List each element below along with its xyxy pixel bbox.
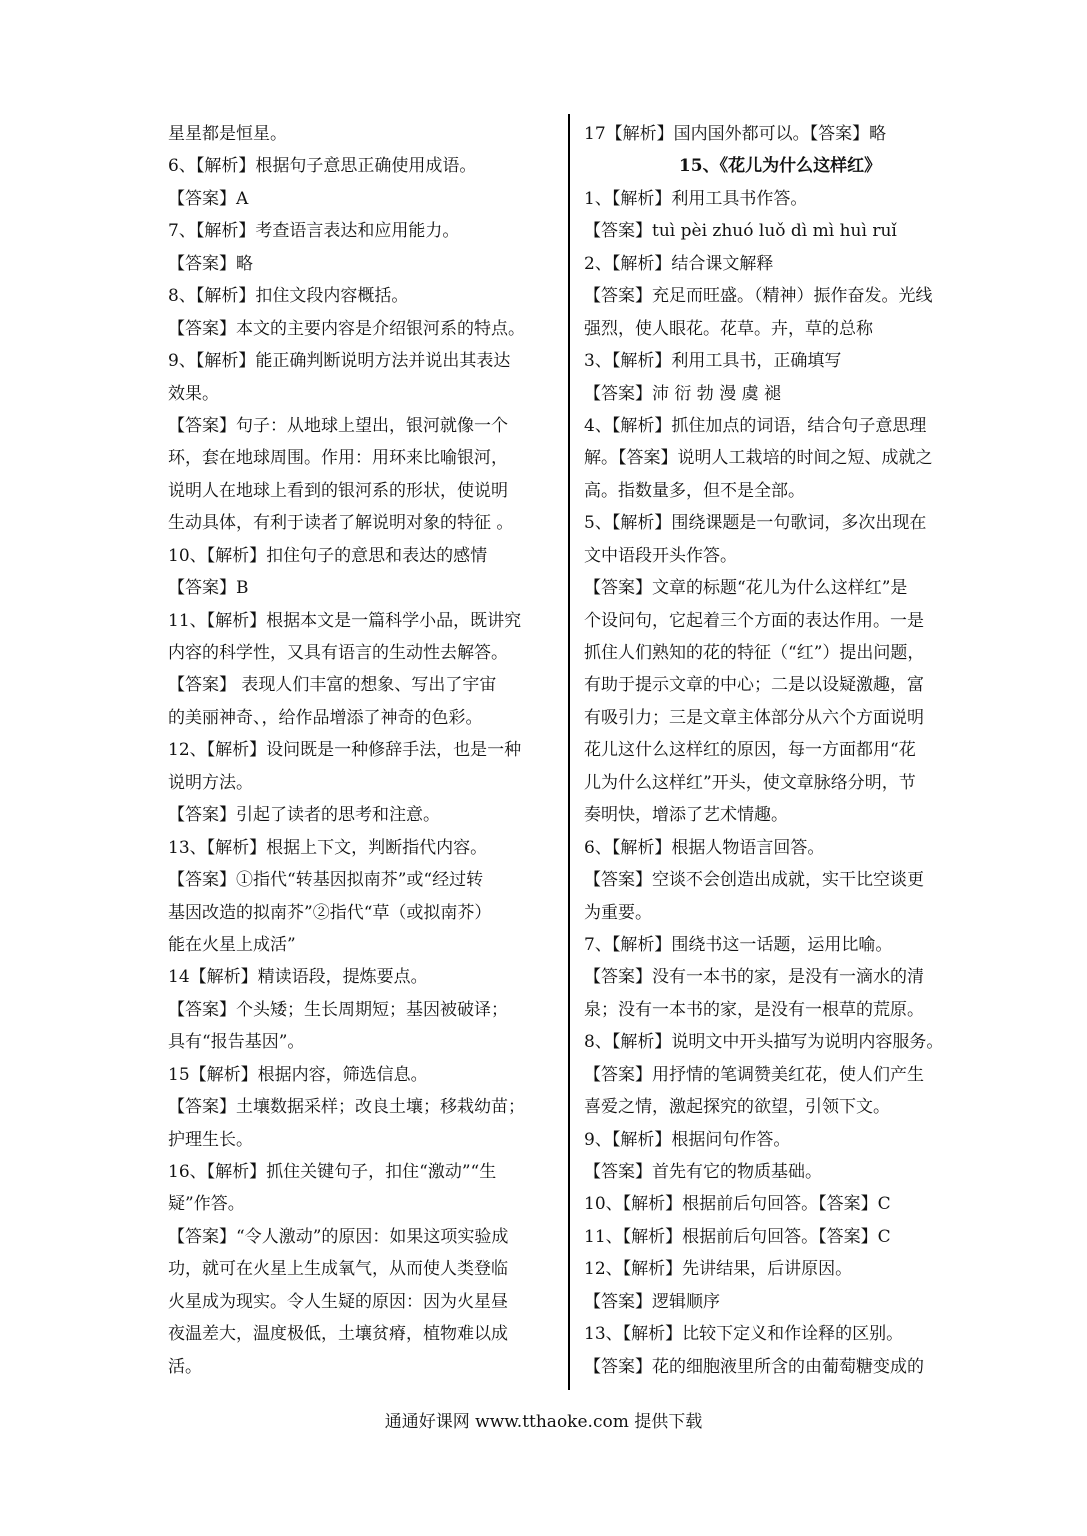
left-text-line: 【答案】 表现人们丰富的想象、写出了宇宙 [168, 675, 497, 696]
left-text-line: 的美丽神奇、，给作品增添了神奇的色彩。 [168, 707, 483, 728]
left-text-line: 14【解析】精读语段，提炼要点。 [168, 967, 428, 988]
left-text-line: 星星都是恒星。 [168, 124, 287, 144]
left-text-line: 环，套在地球周围。作用：用环来比喻银河， [168, 448, 508, 469]
right-text-line: 解。【答案】说明人工栽培的时间之短、成就之 [584, 448, 933, 469]
right-text-line: 【答案】没有一本书的家，是没有一滴水的清 [584, 967, 924, 988]
column-divider [568, 114, 570, 1390]
right-text-line: 3、【解析】利用工具书，正确填写 [584, 351, 842, 372]
left-text-line: 说明人在地球上看到的银河系的形状，使说明 [168, 480, 508, 501]
right-text-line: 儿为什么这样红”开头，使文章脉络分明，节 [584, 772, 916, 793]
right-text-line: 有助于提示文章的中心；二是以设疑激趣，富 [584, 675, 924, 696]
left-text-line: 【答案】B [168, 578, 249, 599]
left-text-line: 【答案】①指代“转基因拟南芥”或“经过转 [168, 870, 484, 891]
right-text-line: 7、【解析】围绕书这一话题，运用比喻。 [584, 934, 893, 955]
right-text-line: 12、【解析】先讲结果，后讲原因。 [584, 1259, 853, 1280]
right-text-line: 1、【解析】利用工具书作答。 [584, 188, 808, 209]
left-text-line: 【答案】A [168, 188, 249, 209]
right-text-line: 【答案】充足而旺盛。（精神）振作奋发。光线 [584, 286, 933, 307]
right-text-line: 17【解析】国内国外都可以。【答案】略 [584, 124, 887, 144]
left-text-line: 疑”作答。 [168, 1194, 245, 1215]
right-text-line: 有吸引力；三是文章主体部分从六个方面说明 [584, 707, 924, 728]
right-text-line: 【答案】沛 衍 勃 漫 虞 褪 [584, 383, 782, 404]
left-text-line: 【答案】本文的主要内容是介绍银河系的特点。 [168, 318, 525, 339]
left-text-line: 活。 [168, 1356, 202, 1377]
right-column [584, 118, 976, 1383]
left-text-line: 【答案】个头矮；生长周期短；基因被破译； [168, 999, 508, 1020]
right-text-line: 个设问句，它起着三个方面的表达作用。一是 [584, 610, 924, 631]
right-text-line: 【答案】首先有它的物质基础。 [584, 1162, 822, 1182]
right-text-line: 13、【解析】比较下定义和作诠释的区别。 [584, 1324, 904, 1345]
left-text-line: 9、【解析】能正确判断说明方法并说出其表达 [168, 351, 511, 372]
left-text-line: 具有“报告基因”。 [168, 1032, 305, 1053]
left-text-line: 【答案】句子：从地球上望出，银河就像一个 [168, 415, 508, 436]
left-text-line: 12、【解析】设问既是一种修辞手法，也是一种 [168, 740, 522, 761]
right-text-line: 11、【解析】根据前后句回答。【答案】C [584, 1226, 891, 1247]
left-text-line: 护理生长。 [168, 1129, 253, 1150]
right-text-line: 【答案】花的细胞液里所含的由葡萄糖变成的 [584, 1356, 924, 1377]
left-text-line: 10、【解析】扣住句子的意思和表达的感情 [168, 545, 488, 566]
page-footer: 通通好课网 www.tthaoke.com 提供下载 [384, 1412, 703, 1432]
right-text-line: 喜爱之情，激起探究的欲望，引领下文。 [584, 1097, 890, 1118]
left-text-line: 16、【解析】抓住关键句子，扣住“激动”“生 [168, 1162, 497, 1182]
left-text-line: 13、【解析】根据上下文，判断指代内容。 [168, 837, 488, 858]
left-text-line: 效果。 [168, 383, 219, 404]
left-text-line: 夜温差大，温度极低，土壤贫瘠，植物难以成 [168, 1324, 508, 1345]
right-text-line: 【答案】用抒情的笔调赞美红花，使人们产生 [584, 1064, 924, 1085]
left-text-line: 内容的科学性，又具有语言的生动性去解答。 [168, 643, 508, 663]
right-text-line: 2、【解析】结合课文解释 [584, 253, 774, 274]
right-text-line: 泉；没有一本书的家，是没有一根草的荒原。 [584, 999, 924, 1020]
right-text-line: 奏明快，增添了艺术情趣。 [584, 805, 788, 826]
right-text-line: 高。指数量多，但不是全部。 [584, 480, 805, 501]
left-column [168, 118, 554, 1383]
left-text-line: 火星成为现实。令人生疑的原因：因为火星昼 [168, 1291, 508, 1312]
right-text-line: 花儿这什么这样红的原因，每一方面都用“花 [584, 740, 916, 761]
left-text-line: 【答案】引起了读者的思考和注意。 [168, 805, 440, 826]
left-text-line: 6、【解析】根据句子意思正确使用成语。 [168, 156, 477, 177]
right-text-line: 抓住人们熟知的花的特征（“红”）提出问题， [584, 643, 925, 663]
left-text-line: 基因改造的拟南芥”②指代“草（或拟南芥） [168, 902, 492, 923]
right-text-line: 【答案】文章的标题“花儿为什么这样红”是 [584, 578, 908, 599]
right-text-line: 【答案】tuì pèi zhuó luǒ dì mì huì ruǐ [584, 221, 897, 242]
right-text-line: 6、【解析】根据人物语言回答。 [584, 837, 825, 858]
right-text-line: 强烈，使人眼花。花草。卉，草的总称 [584, 318, 873, 339]
left-text-line: 能在火星上成活” [168, 934, 296, 955]
right-text-line: 5、【解析】围绕课题是一句歌词，多次出现在 [584, 513, 927, 534]
right-text-line: 【答案】逻辑顺序 [584, 1291, 720, 1312]
right-text-line: 4、【解析】抓住加点的词语，结合句子意思理 [584, 415, 927, 436]
left-text-line: 7、【解析】考查语言表达和应用能力。 [168, 221, 460, 242]
left-text-line: 【答案】“令人激动”的原因：如果这项实验成 [168, 1226, 509, 1247]
left-text-line: 8、【解析】扣住文段内容概括。 [168, 286, 409, 307]
left-text-line: 11、【解析】根据本文是一篇科学小品，既讲究 [168, 610, 522, 631]
right-text-line: 【答案】空谈不会创造出成就，实干比空谈更 [584, 870, 924, 891]
left-text-line: 【答案】土壤数据采样；改良土壤；移栽幼苗； [168, 1097, 525, 1118]
right-text-line: 10、【解析】根据前后句回答。【答案】C [584, 1194, 891, 1215]
right-text-line: 为重要。 [584, 902, 652, 923]
right-text-line: 文中语段开头作答。 [584, 545, 737, 566]
right-text-line: 9、【解析】根据问句作答。 [584, 1129, 791, 1150]
right-text-line: 8、【解析】说明文中开头描写为说明内容服务。 [584, 1032, 944, 1053]
left-text-line: 【答案】略 [168, 253, 253, 274]
right-text-line: 15、《花儿为什么这样红》 [678, 156, 882, 177]
left-text-line: 功，就可在火星上生成氧气，从而使人类登临 [168, 1259, 508, 1280]
left-text-line: 说明方法。 [168, 772, 253, 793]
left-text-line: 生动具体，有利于读者了解说明对象的特征 。 [168, 513, 514, 534]
left-text-line: 15【解析】根据内容，筛选信息。 [168, 1064, 428, 1085]
